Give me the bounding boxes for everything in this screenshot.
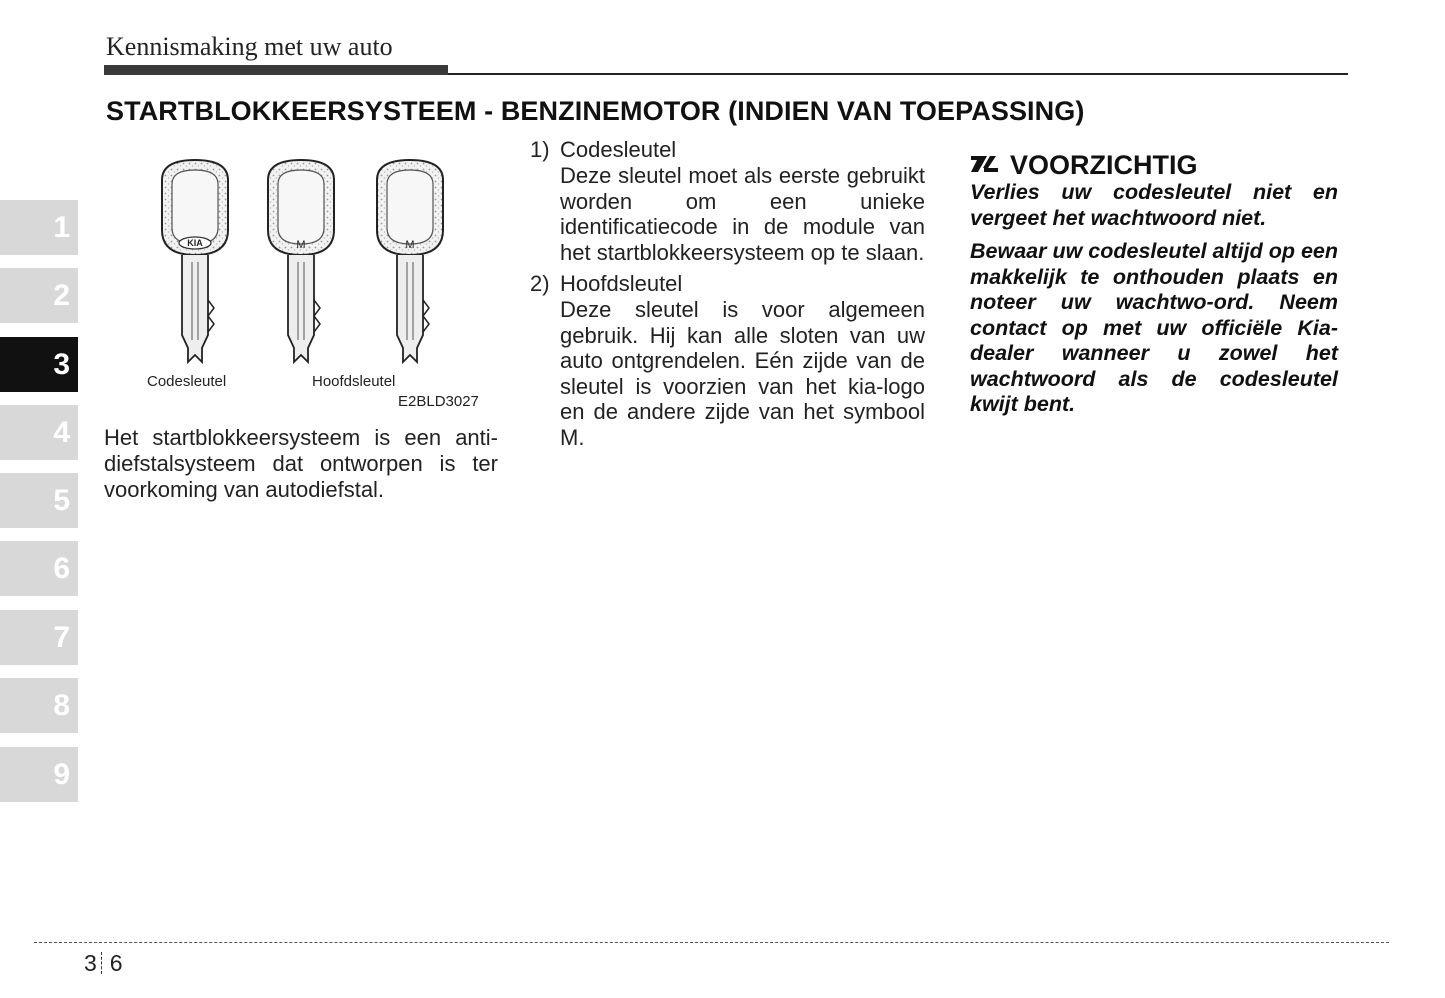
list-description: Deze sleutel is voor algemeen gebruik. Hij kan alle sloten van uw auto ontgrendelen. Eén zijde van de sleutel is voorzien van het kia-logo en de andere zijde van het symbool M. <box>560 297 925 450</box>
running-header: Kennismaking met uw auto <box>106 32 393 61</box>
figure-label-code-key: Codesleutel <box>147 373 227 390</box>
list-number: 2) <box>530 271 550 296</box>
list-title: Hoofdsleutel <box>560 271 683 296</box>
list-item <box>530 137 925 265</box>
chapter-tab-8[interactable]: 8 <box>0 678 78 733</box>
list-title: Codesleutel <box>560 137 677 162</box>
master-key-icon-1 <box>268 160 334 362</box>
key-list <box>530 137 925 456</box>
page-number <box>84 950 123 977</box>
master-key-icon-2 <box>377 160 443 362</box>
chapter-tab-3[interactable]: 3 <box>0 337 78 392</box>
code-key-icon <box>162 160 228 362</box>
kia-logo: KIA <box>187 238 203 248</box>
page-chapter: 3 <box>84 950 97 976</box>
keys-drawing <box>140 150 500 375</box>
m-symbol: M <box>296 239 306 251</box>
caution-box <box>970 150 1338 426</box>
caution-icon <box>970 154 1000 176</box>
chapter-tab-6[interactable]: 6 <box>0 541 78 596</box>
m-symbol: M <box>405 239 415 251</box>
header-bar <box>104 65 448 75</box>
figure-label-master-key: Hoofdsleutel <box>312 373 396 390</box>
figure-code: E2BLD3027 <box>398 393 479 410</box>
caution-title: VOORZICHTIG <box>1010 149 1198 180</box>
chapter-tab-5[interactable]: 5 <box>0 473 78 528</box>
caution-paragraph: Bewaar uw codesleutel altijd op een makkelijk te onthouden plaats en noteer uw wachtwo-ord. Neem contact op met uw officiële Kia-dealer wanneer u zowel het wachtwoord als de codesleutel kwijt bent. <box>970 239 1338 416</box>
list-description: Deze sleutel moet als eerste gebruikt worden om een unieke identificatiecode in de module van het startblokkeersysteem op te slaan. <box>560 163 925 265</box>
chapter-tab-2[interactable]: 2 <box>0 268 78 323</box>
chapter-tab-4[interactable]: 4 <box>0 405 78 460</box>
chapter-tab-1[interactable]: 1 <box>0 200 78 255</box>
header-rule <box>448 73 1348 75</box>
page-index: 6 <box>109 950 123 976</box>
chapter-tab-7[interactable]: 7 <box>0 610 78 665</box>
intro-paragraph: Het startblokkeersysteem is een anti-diefstalsysteem dat ontworpen is ter voorkoming van autodiefstal. <box>104 425 498 502</box>
chapter-tab-9[interactable]: 9 <box>0 747 78 802</box>
footer-rule <box>34 942 1389 943</box>
list-number: 1) <box>530 137 550 162</box>
section-title: STARTBLOKKEERSYSTEEM - BENZINEMOTOR (INDIEN VAN TOEPASSING) <box>106 96 1085 126</box>
keys-illustration <box>140 150 500 415</box>
caution-paragraph: Verlies uw codesleutel niet en vergeet het wachtwoord niet. <box>970 180 1338 230</box>
list-item <box>530 271 925 450</box>
